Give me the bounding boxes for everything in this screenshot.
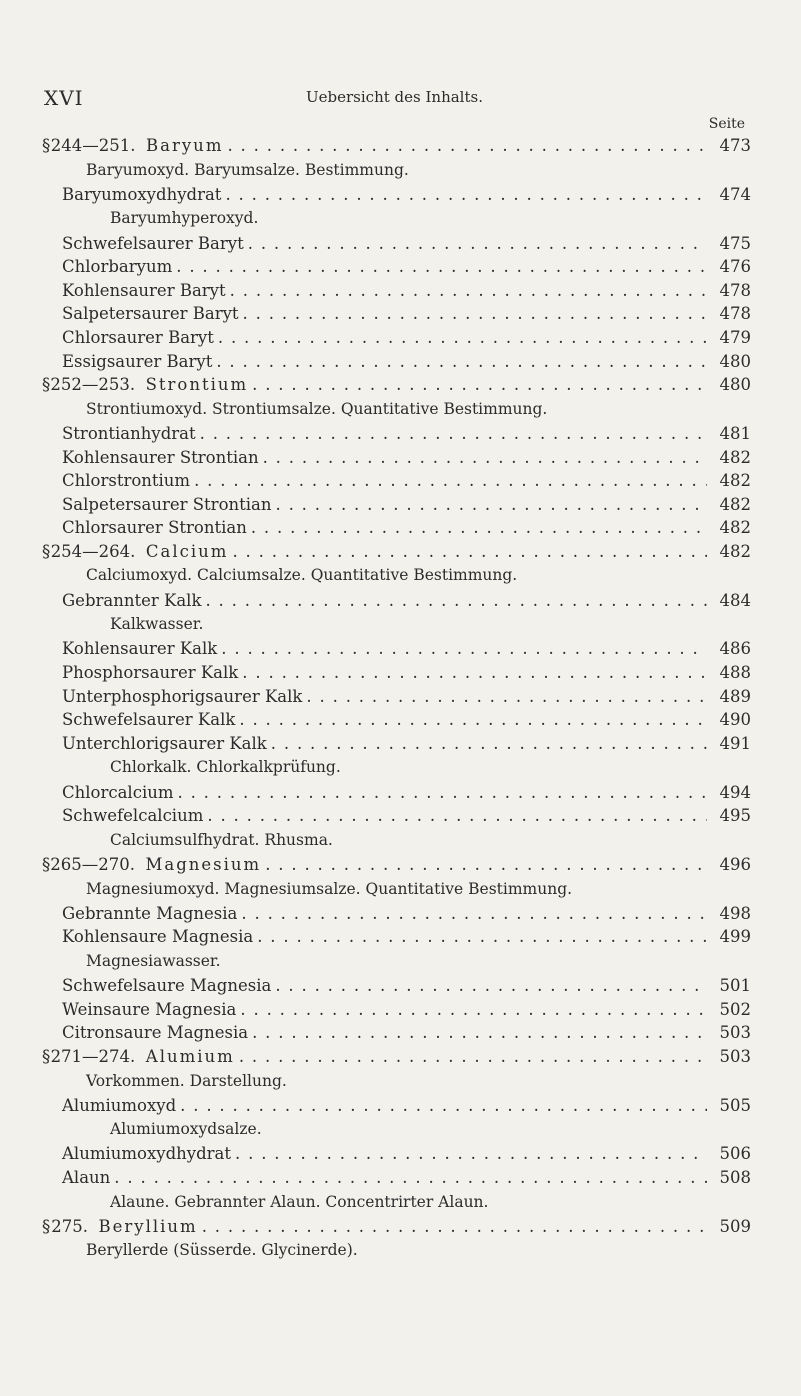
toc-entry: [62, 279, 751, 303]
toc-subentry-text: Beryllerde (Süsserde. Glycinerde).: [86, 1241, 358, 1260]
section-title: Baryum: [146, 136, 224, 155]
toc-entry-title: Unterchlorigsaurer Kalk: [62, 733, 267, 753]
section-range: 265—270.: [50, 854, 135, 874]
toc-entry-title: Kohlensaurer Kalk: [62, 639, 218, 659]
toc-subentry-text: Magnesiumoxyd. Magnesiumsalze. Quantitative Bestimmung.: [86, 879, 573, 898]
toc-entry-title: Schwefelcalcium: [62, 806, 204, 826]
dot-leader: [242, 661, 707, 685]
dot-leader: [239, 708, 707, 732]
toc-entry: [62, 902, 751, 926]
toc-entry: [62, 232, 751, 256]
toc-entry: [62, 446, 751, 470]
dot-leader: [263, 446, 707, 470]
section-range: 254—264.: [50, 541, 136, 561]
toc-entry-title: Essigsaurer Baryt: [62, 351, 213, 371]
toc-subentry-text: Kalkwasser.: [110, 615, 204, 634]
toc-entry: [62, 925, 751, 949]
toc-entry: [62, 422, 751, 446]
toc-page-number: 475: [719, 233, 751, 253]
section-sign: §: [42, 854, 51, 874]
toc-subentry-text: Chlorkalk. Chlorkalkprüfung.: [110, 758, 341, 777]
section-range: 244—251.: [50, 136, 136, 155]
dot-leader: [251, 516, 707, 540]
toc-page-number: 480: [719, 375, 751, 395]
toc-entry-title: Chlorcalcium: [62, 782, 174, 802]
dot-leader: [114, 1166, 707, 1190]
toc-subentry: [62, 563, 751, 588]
page-header: [44, 86, 745, 132]
toc-entry: [62, 469, 751, 493]
toc-subentry: [62, 877, 751, 902]
toc-page-number: 508: [719, 1168, 751, 1188]
toc-entry-title: Schwefelsaurer Baryt: [62, 233, 244, 253]
toc-entry: [62, 637, 751, 661]
toc-entry: [62, 1094, 751, 1118]
toc-page-number: 499: [719, 927, 751, 947]
toc-subentry: [62, 1238, 751, 1263]
toc-page-number: 482: [719, 494, 751, 514]
toc-section: [42, 540, 751, 564]
toc-entry-title: Schwefelsaurer Kalk: [62, 710, 236, 730]
toc-page-number: 498: [719, 903, 751, 923]
toc-entry: [62, 781, 751, 805]
dot-leader: [216, 350, 707, 374]
toc-subentry: [62, 158, 751, 183]
section-sign: §: [42, 375, 51, 395]
toc-page-number: 482: [719, 471, 751, 491]
toc-subentry-text: Vorkommen. Darstellung.: [86, 1071, 287, 1090]
dot-leader: [275, 974, 707, 998]
toc-page-number: 495: [719, 806, 751, 826]
dot-leader: [232, 540, 707, 564]
toc-entry-title: Chlorsaurer Strontian: [62, 518, 247, 538]
toc-section: [42, 1045, 751, 1069]
toc-entry-title: Citronsaure Magnesia: [62, 1023, 249, 1043]
toc-entry: [62, 661, 751, 685]
toc-page-number: 502: [719, 999, 751, 1019]
dot-leader: [178, 781, 708, 805]
toc-page-number: 484: [719, 590, 751, 610]
toc-subentry: [62, 397, 751, 422]
toc-subentry-text: Alumiumoxydsalze.: [110, 1120, 262, 1139]
page-number: XVI: [44, 86, 84, 110]
toc-entry: [62, 685, 751, 709]
dot-leader: [176, 255, 707, 279]
dot-leader: [218, 326, 707, 350]
dot-leader: [243, 302, 707, 326]
dot-leader: [225, 183, 707, 207]
dot-leader: [306, 685, 707, 709]
toc-entry-title: Kohlensaure Magnesia: [62, 927, 254, 947]
section-range: 252—253.: [50, 375, 136, 395]
toc-entry: [62, 1166, 751, 1190]
toc-section: [42, 853, 751, 877]
toc-subentry-text: Magnesiawasser.: [86, 951, 221, 970]
toc-subentry: [62, 612, 751, 637]
dot-leader: [200, 422, 707, 446]
toc-entry-title: Alaun: [62, 1168, 111, 1188]
dot-leader: [240, 998, 707, 1022]
toc-entry-title: Schwefelsaure Magnesia: [62, 976, 272, 996]
toc-entry-title: Baryumoxydhydrat: [62, 184, 222, 204]
toc-entry-title: Chlorstrontium: [62, 471, 191, 491]
dot-leader: [276, 493, 708, 517]
section-sign: §: [42, 1216, 51, 1236]
section-title: Beryllium: [98, 1216, 198, 1236]
toc-entry: [62, 589, 751, 613]
toc-entry: [62, 183, 751, 207]
dot-leader: [239, 1045, 707, 1069]
dot-leader: [248, 232, 707, 256]
toc-page-number: 503: [719, 1023, 751, 1043]
toc-entry-title: Alumiumoxyd: [62, 1095, 177, 1115]
section-title: Magnesium: [145, 854, 262, 874]
toc-section: [42, 134, 751, 158]
dot-leader: [252, 1021, 707, 1045]
toc-entry-title: Chlorsaurer Baryt: [62, 327, 214, 347]
toc-subentry-text: Calciumoxyd. Calciumsalze. Quantitative Bestimmung.: [86, 566, 518, 585]
toc-subentry: [62, 1069, 751, 1094]
dot-leader: [265, 853, 707, 877]
dot-leader: [271, 732, 707, 756]
toc-entry-title: Kohlensaurer Strontian: [62, 447, 259, 467]
toc-entry: [62, 732, 751, 756]
section-title: Alumium: [145, 1046, 235, 1066]
section-sign: §: [42, 1046, 51, 1066]
toc-section: [42, 1215, 751, 1239]
toc-page-number: 496: [719, 854, 751, 874]
toc-page-number: 476: [719, 257, 751, 277]
toc-page-number: 486: [719, 639, 751, 659]
section-sign: §: [42, 136, 51, 155]
dot-leader: [230, 279, 707, 303]
toc-entry-title: Kohlensaurer Baryt: [62, 280, 226, 300]
section-title: Calcium: [145, 541, 229, 561]
toc-subentry-text: Baryumoxyd. Baryumsalze. Bestimmung.: [86, 160, 409, 179]
dot-leader: [180, 1094, 707, 1118]
toc-entry: [62, 326, 751, 350]
toc-page-number: 480: [719, 351, 751, 371]
toc-entry-title: Gebrannte Magnesia: [62, 903, 238, 923]
toc-entry-title: Alumiumoxydhydrat: [62, 1144, 232, 1164]
toc-page-number: 478: [719, 304, 751, 324]
section-title: Strontium: [145, 375, 249, 395]
toc-entry: [62, 1142, 751, 1166]
toc-page-number: 490: [719, 710, 751, 730]
toc-entry: [62, 350, 751, 374]
toc-subentry: [62, 206, 751, 231]
dot-leader: [207, 804, 707, 828]
toc-page-number: 505: [719, 1095, 751, 1115]
toc-entry: [62, 708, 751, 732]
toc-page-number: 509: [719, 1216, 751, 1236]
dot-leader: [252, 373, 707, 397]
toc-entry: [62, 493, 751, 517]
toc-entry-title: Phosphorsaurer Kalk: [62, 663, 239, 683]
running-title: Uebersicht des Inhalts.: [306, 88, 483, 106]
toc-page-number: 491: [719, 733, 751, 753]
section-range: 271—274.: [50, 1046, 136, 1066]
toc-subentry: [62, 755, 751, 780]
toc-entry: [62, 974, 751, 998]
dot-leader: [227, 134, 707, 158]
toc-page-number: 482: [719, 541, 751, 561]
toc-entry: [62, 804, 751, 828]
toc-page-number: 503: [719, 1046, 751, 1066]
toc-entry-title: Strontianhydrat: [62, 423, 196, 443]
toc-subentry: [62, 1117, 751, 1142]
toc-subentry-text: Baryumhyperoxyd.: [110, 209, 259, 228]
toc-subentry-text: Alaune. Gebrannter Alaun. Concentrirter Alaun.: [110, 1192, 489, 1211]
toc-page-number: 501: [719, 976, 751, 996]
toc-page-number: 474: [719, 184, 751, 204]
toc-entry-title: Chlorbaryum: [62, 257, 173, 277]
toc-page-number: 482: [719, 518, 751, 538]
dot-leader: [241, 902, 707, 926]
toc-entry: [62, 516, 751, 540]
page-column-label: Seite: [708, 116, 745, 132]
toc-subentry: [62, 1190, 751, 1215]
section-range: 275.: [51, 1216, 88, 1236]
toc-page-number: 481: [719, 423, 751, 443]
toc-page-number: 479: [719, 327, 751, 347]
toc-entry: [62, 302, 751, 326]
dot-leader: [205, 589, 707, 613]
toc-entry-title: Salpetersaurer Baryt: [62, 304, 239, 324]
toc-entry-title: Salpetersaurer Strontian: [62, 494, 272, 514]
toc-subentry-text: Strontiumoxyd. Strontiumsalze. Quantitative Bestimmung.: [86, 399, 548, 418]
table-of-contents: [42, 134, 751, 1264]
dot-leader: [202, 1215, 707, 1239]
toc-entry: [62, 998, 751, 1022]
toc-entry-title: Unterphosphorigsaurer Kalk: [62, 686, 303, 706]
dot-leader: [257, 925, 707, 949]
toc-page-number: 506: [719, 1144, 751, 1164]
toc-page-number: 482: [719, 447, 751, 467]
toc-subentry: [62, 949, 751, 974]
toc-section: [42, 373, 751, 397]
toc-entry: [62, 255, 751, 279]
toc-entry-title: Gebrannter Kalk: [62, 590, 202, 610]
section-sign: §: [42, 541, 51, 561]
toc-entry-title: Weinsaure Magnesia: [62, 999, 237, 1019]
toc-page-number: 494: [719, 782, 751, 802]
toc-page-number: 488: [719, 663, 751, 683]
toc-page-number: 489: [719, 686, 751, 706]
dot-leader: [235, 1142, 707, 1166]
toc-subentry: [62, 828, 751, 853]
toc-entry: [62, 1021, 751, 1045]
toc-subentry-text: Calciumsulfhydrat. Rhusma.: [110, 830, 333, 849]
toc-page-number: 478: [719, 280, 751, 300]
dot-leader: [221, 637, 707, 661]
dot-leader: [194, 469, 707, 493]
toc-page-number: 473: [719, 136, 751, 155]
